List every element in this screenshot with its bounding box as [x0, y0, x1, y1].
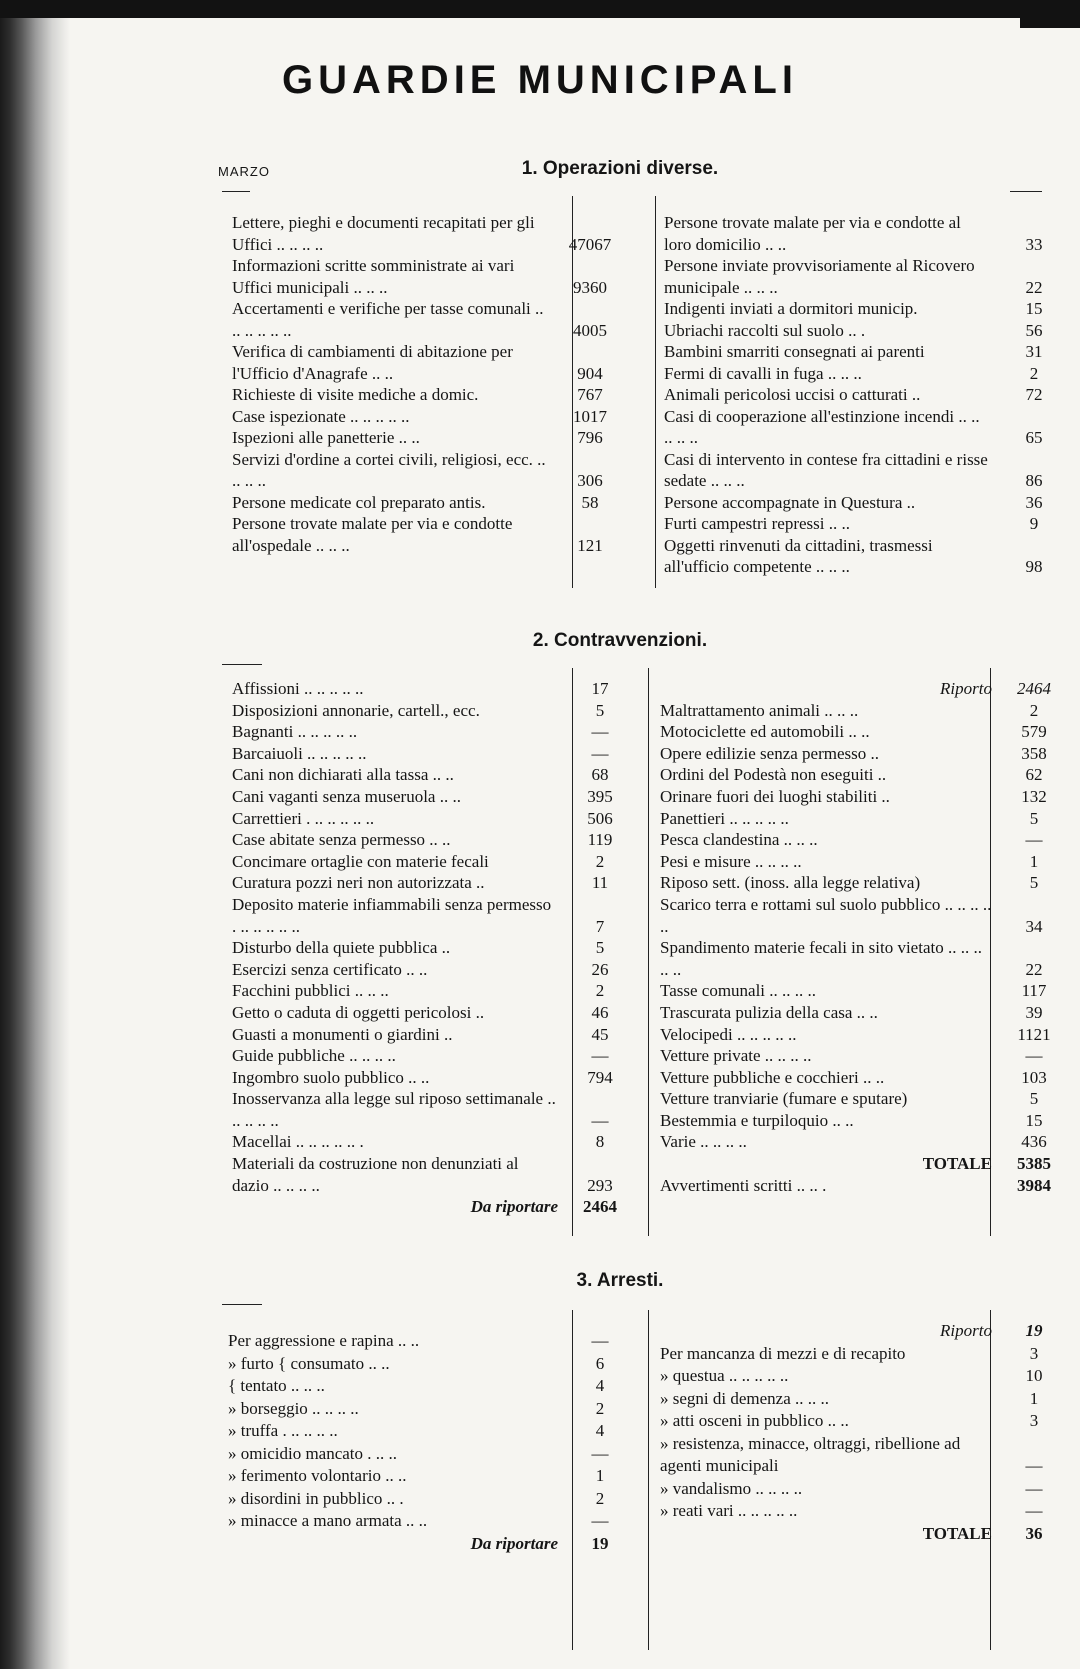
list-item: » reati vari .. .. .. .. .. — [660, 1501, 1043, 1520]
list-item: Inosservanza alla legge sul riposo settimanale .. .. .. .. .. — [232, 1089, 609, 1130]
book-spine-shadow [0, 0, 70, 1669]
section-1-right-list [664, 212, 1066, 578]
section-3-left-list [228, 1330, 632, 1555]
list-item: Velocipedi .. .. .. .. .. 1121 [660, 1024, 1051, 1044]
list-item: Cani vaganti senza museruola .. .. 395 [232, 786, 613, 806]
list-item: Esercizi senza certificato .. .. 26 [232, 959, 609, 979]
page-top-edge [0, 0, 1080, 18]
list-item: » truffa . .. .. .. .. 4 [228, 1421, 605, 1440]
section-3-rule-left [222, 1304, 262, 1305]
list-item: Bagnanti .. .. .. .. .. — [232, 722, 609, 742]
section-2-left-list [232, 678, 632, 1218]
list-item: Ispezioni alle panetterie .. .. 796 [232, 428, 603, 447]
list-item: Facchini pubblici .. .. .. 2 [232, 981, 605, 1001]
list-item: Furti campestri repressi .. .. 9 [664, 514, 1039, 533]
list-item: Disturbo della quiete pubblica .. 5 [232, 938, 605, 958]
list-item: { tentato .. .. .. 4 [228, 1376, 605, 1395]
list-item: Disposizioni annonarie, cartell., ecc. 5 [232, 700, 605, 720]
list-item: Riposo sett. (inoss. alla legge relativa) 5 [660, 873, 1039, 893]
list-item: Cani non dichiarati alla tassa .. .. 68 [232, 765, 609, 785]
list-item: Accertamenti e verifiche per tasse comunali .. .. .. .. .. .. 4005 [232, 299, 607, 340]
list-item: Concimare ortaglie con materie fecali 2 [232, 851, 605, 871]
list-item: » resistenza, minacce, oltraggi, ribellione ad agenti municipali — [660, 1433, 1043, 1475]
section-3-right-list [660, 1320, 1066, 1545]
list-item: Servizi d'ordine a cortei civili, religiosi, ecc. .. .. .. .. 306 [232, 449, 603, 490]
list-item: Pesi e misure .. .. .. .. 1 [660, 851, 1039, 871]
section-1-title: 1. Operazioni diverse. [521, 158, 719, 179]
list-item: Orinare fuori dei luoghi stabiliti .. 132 [660, 786, 1047, 806]
list-item: » furto { consumato .. .. 6 [228, 1353, 605, 1373]
list-item: Persone accompagnate in Questura .. 36 [664, 492, 1043, 512]
riporto-row: Riporto 2464 [940, 679, 1051, 698]
list-item: Persone trovate malate per via e condotte all'ospedale .. .. .. 121 [232, 514, 603, 555]
list-item: Ingombro suolo pubblico .. .. 794 [232, 1067, 613, 1087]
list-item: Vetture private .. .. .. .. — [660, 1046, 1043, 1066]
list-item: Persone medicate col preparato antis. 58 [232, 492, 599, 512]
list-item: » minacce a mano armata .. .. — [228, 1511, 609, 1530]
total-row: TOTALE 5385 [922, 1154, 1051, 1174]
list-item: Motociclette ed automobili .. .. 579 [660, 722, 1047, 742]
list-item: Varie .. .. .. .. 436 [660, 1132, 1047, 1152]
list-item: Ubriachi raccolti sul suolo .. . 56 [664, 320, 1043, 340]
carry-forward-row: Da riportare 19 [470, 1533, 609, 1553]
list-item: Tasse comunali .. .. .. .. 117 [660, 981, 1047, 1001]
warnings-row: Avvertimenti scritti .. .. . 3984 [660, 1175, 1051, 1195]
list-item: Affissioni .. .. .. .. .. 17 [232, 679, 609, 698]
list-item: Carrettieri . .. .. .. .. .. 506 [232, 808, 613, 828]
section-3-divider-mid [648, 1310, 649, 1650]
list-item: Trascurata pulizia della casa .. .. 39 [660, 1002, 1043, 1022]
list-item: Bambini smarriti consegnati ai parenti 31 [664, 342, 1043, 361]
list-item: Panettieri .. .. .. .. .. 5 [660, 808, 1039, 828]
list-item: Deposito materie infiammabili senza permesso . .. .. .. .. .. 7 [232, 894, 605, 936]
list-item: Oggetti rinvenuti da cittadini, trasmessi all'ufficio competente .. .. .. 98 [664, 535, 1043, 576]
list-item: Fermi di cavalli in fuga .. .. .. 2 [664, 363, 1039, 383]
list-item: Indigenti inviati a dormitori municip. 15 [664, 299, 1043, 318]
section-3-title: 3. Arresti. [576, 1270, 664, 1291]
list-item: » vandalismo .. .. .. .. — [660, 1478, 1043, 1498]
list-item: Case ispezionate .. .. .. .. .. 1017 [232, 406, 607, 426]
carry-forward-row: Da riportare 2464 [470, 1197, 617, 1217]
page-title: GUARDIE MUNICIPALI [282, 58, 798, 102]
list-item: Vetture tranviarie (fumare e sputare) 5 [660, 1089, 1039, 1109]
page-top-edge-tail [1020, 18, 1080, 28]
section-2-rule-left [222, 664, 262, 665]
list-item: Ordini del Podestà non eseguiti .. 62 [660, 765, 1043, 785]
list-item: Opere edilizie senza permesso .. 358 [660, 743, 1047, 763]
section-2-title: 2. Contravvenzioni. [532, 630, 708, 651]
list-item: Macellai .. .. .. .. .. . 8 [232, 1132, 605, 1152]
list-item: Persone inviate provvisoriamente al Ricovero municipale .. .. .. 22 [664, 256, 1043, 297]
list-item: Pesca clandestina .. .. .. — [660, 830, 1043, 850]
list-item: Casi di cooperazione all'estinzione incendi .. .. .. .. .. 65 [664, 406, 1043, 447]
riporto-row: Riporto 19 [940, 1321, 1043, 1340]
list-item: » disordini in pubblico .. . 2 [228, 1488, 605, 1508]
list-item: » omicidio mancato . .. .. — [228, 1443, 609, 1463]
list-item: » segni di demenza .. .. .. 1 [660, 1388, 1039, 1408]
section-1-rule-left [222, 191, 250, 192]
list-item: » ferimento volontario .. .. 1 [228, 1466, 605, 1485]
list-item: Case abitate senza permesso .. .. 119 [232, 830, 613, 850]
list-item: Barcaiuoli .. .. .. .. .. — [232, 743, 609, 763]
list-item: Informazioni scritte somministrate ai vari Uffici municipali .. .. .. 9360 [232, 256, 607, 297]
list-item: Vetture pubbliche e cocchieri .. .. 103 [660, 1067, 1047, 1087]
month-label: MARZO [218, 164, 270, 179]
list-item: » borseggio .. .. .. .. 2 [228, 1398, 605, 1418]
list-item: Bestemmia e turpiloquio .. .. 15 [660, 1110, 1043, 1130]
list-item: Casi di intervento in contese fra cittadini e risse sedate .. .. .. 86 [664, 449, 1043, 490]
list-item: Guide pubbliche .. .. .. .. — [232, 1046, 609, 1066]
list-item: Animali pericolosi uccisi o catturati .. 72 [664, 385, 1043, 404]
list-item: Persone trovate malate per via e condotte al loro domicilio .. .. 33 [664, 213, 1043, 254]
list-item: Spandimento materie fecali in sito vietato .. .. .. .. .. 22 [660, 938, 1043, 979]
list-item: Getto o caduta di oggetti pericolosi .. 46 [232, 1002, 609, 1022]
total-row: TOTALE 36 [922, 1523, 1043, 1543]
section-1-rule-right [1010, 191, 1042, 192]
list-item: Richieste di visite mediche a domic. 767 [232, 385, 603, 404]
section-2-right-list [660, 678, 1066, 1196]
list-item: » atti osceni in pubblico .. .. 3 [660, 1411, 1039, 1430]
list-item: » questua .. .. .. .. .. 10 [660, 1366, 1043, 1385]
list-item: Per aggressione e rapina .. .. — [228, 1331, 609, 1350]
section-1-left-list [232, 212, 622, 556]
list-item: Materiali da costruzione non denunziati al dazio .. .. .. .. 293 [232, 1154, 613, 1195]
section-2-divider-mid [648, 668, 649, 1236]
list-item: Maltrattamento animali .. .. .. 2 [660, 700, 1039, 720]
list-item: Guasti a monumenti o giardini .. 45 [232, 1024, 609, 1044]
list-item: Scarico terra e rottami sul suolo pubblico .. .. .. .. .. 34 [660, 894, 1043, 936]
list-item: Curatura pozzi neri non autorizzata .. 11 [232, 873, 609, 893]
list-item: Per mancanza di mezzi e di recapito 3 [660, 1343, 1039, 1363]
list-item: Verifica di cambiamenti di abitazione per l'Ufficio d'Anagrafe .. .. 904 [232, 342, 603, 383]
list-item: Lettere, pieghi e documenti recapitati per gli Uffici .. .. .. .. 47067 [232, 213, 612, 254]
section-1-divider-mid [655, 196, 656, 588]
